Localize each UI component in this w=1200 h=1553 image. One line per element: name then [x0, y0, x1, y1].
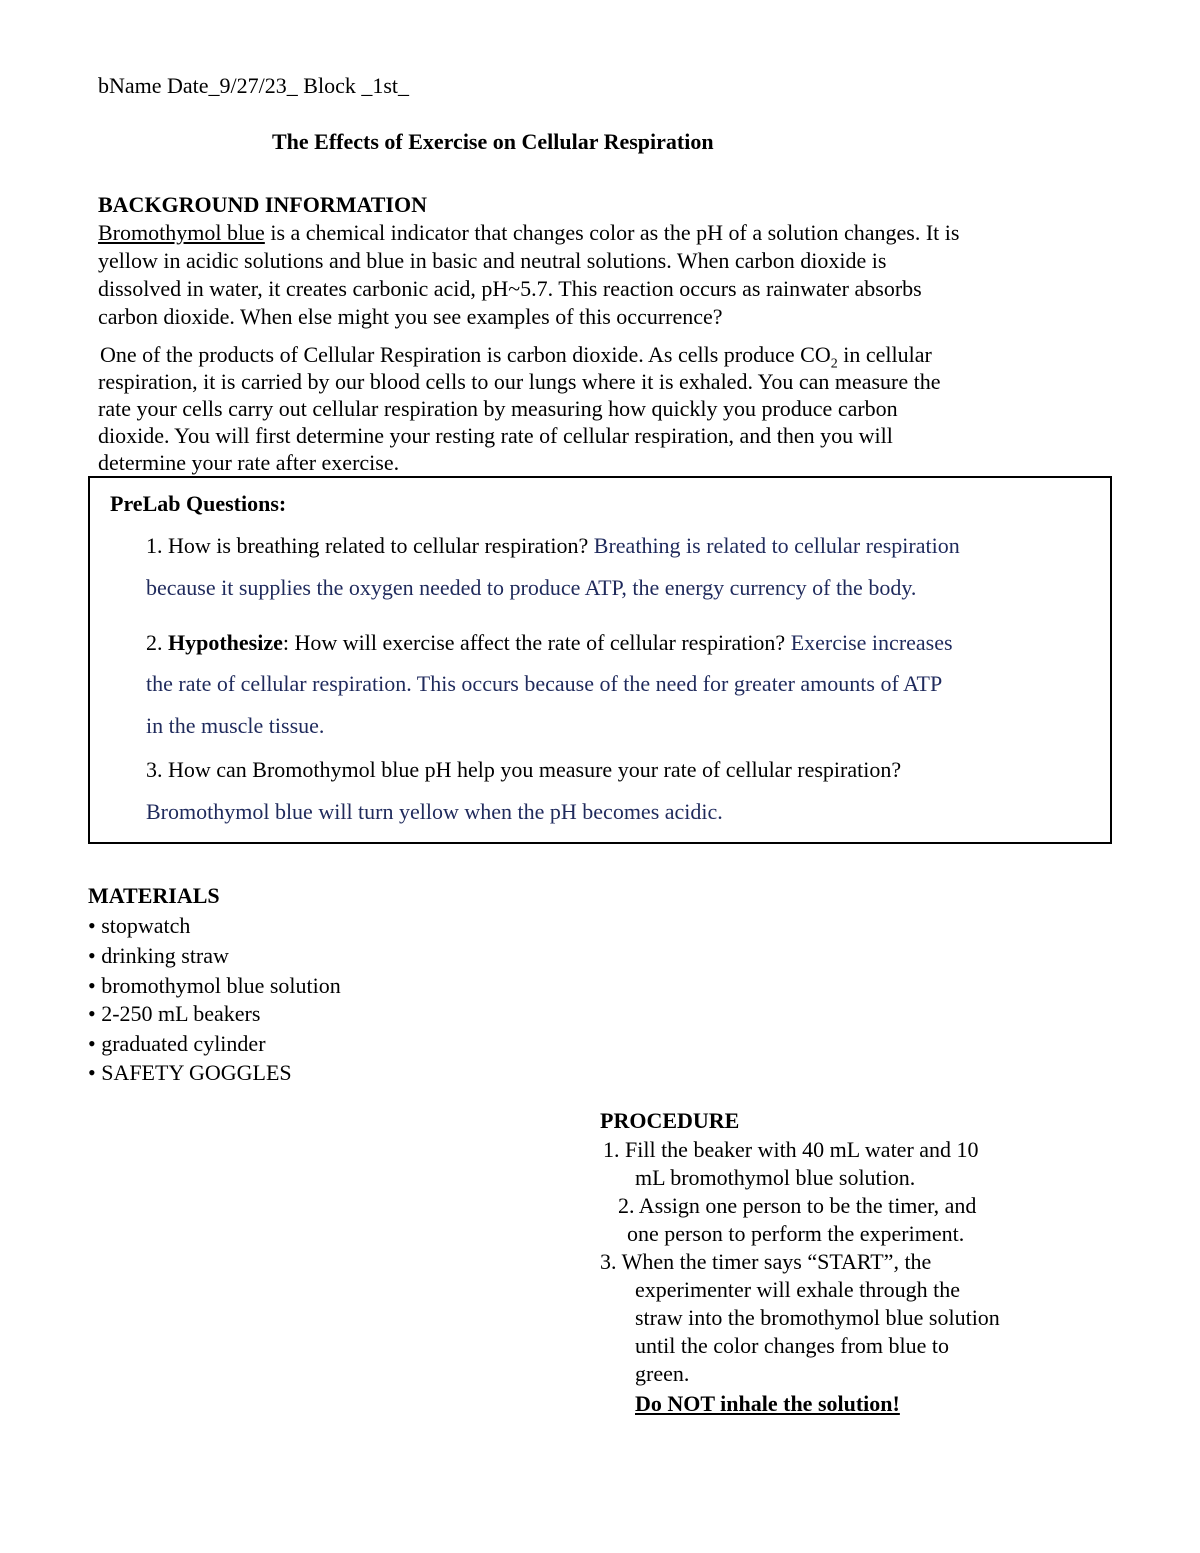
procedure-warning: Do NOT inhale the solution! [635, 1391, 900, 1416]
procedure-step1-line2: mL bromothymol blue solution. [635, 1165, 916, 1190]
background-heading: BACKGROUND INFORMATION [98, 192, 427, 217]
co2-subscript: 2 [830, 356, 838, 372]
background-p2-line5: determine your rate after exercise. [98, 450, 400, 475]
procedure-step2-line1: 2. Assign one person to be the timer, and [618, 1193, 977, 1218]
procedure-heading: PROCEDURE [600, 1108, 740, 1133]
procedure-step3-line5: green. [635, 1361, 690, 1386]
procedure-step3-line4: until the color changes from blue to [635, 1333, 950, 1358]
materials-heading: MATERIALS [88, 883, 220, 908]
prelab-q3-answer: Bromothymol blue will turn yellow when the pH becomes acidic. [146, 799, 723, 824]
prelab-q1-answer-line2: because it supplies the oxygen needed to produce ATP, the energy currency of the body. [146, 575, 917, 600]
background-p1-line4: carbon dioxide. When else might you see examples of this occurrence? [98, 304, 723, 329]
background-p2-line2: respiration, it is carried by our blood cells to our lungs where it is exhaled. You can measure the [98, 369, 941, 394]
prelab-q1-question: 1. How is breathing related to cellular respiration? [146, 533, 589, 558]
procedure-step3-line2: experimenter will exhale through the [635, 1277, 960, 1302]
prelab-q2-answer-part1: Exercise increases [785, 630, 953, 655]
background-p2-line1b: in cellular [837, 342, 932, 367]
prelab-q1-answer-part1: Breathing is related to cellular respiration [588, 533, 960, 558]
background-p1-line2: yellow in acidic solutions and blue in basic and neutral solutions. When carbon dioxide is [98, 248, 887, 273]
materials-item: • stopwatch [88, 913, 191, 938]
materials-item: • 2-250 mL beakers [88, 1001, 261, 1026]
procedure-step3-line1: 3. When the timer says “START”, the [600, 1249, 932, 1274]
materials-item: • drinking straw [88, 943, 229, 968]
materials-item: • SAFETY GOGGLES [88, 1060, 292, 1085]
background-p1-line1-text: is a chemical indicator that changes color as the pH of a solution changes. It is [264, 220, 960, 245]
background-p1-line3: dissolved in water, it creates carbonic acid, pH~5.7. This reaction occurs as rainwater absorbs [98, 276, 922, 301]
procedure-step1-line1: 1. Fill the beaker with 40 mL water and 10 [603, 1137, 979, 1162]
background-p2-line1a: One of the products of Cellular Respiration is carbon dioxide. As cells produce CO [100, 342, 831, 367]
prelab-q2-answer-line3: in the muscle tissue. [146, 713, 325, 738]
page-title: The Effects of Exercise on Cellular Respiration [272, 129, 714, 154]
background-p2-line4: dioxide. You will first determine your resting rate of cellular respiration, and then you will [98, 423, 893, 448]
prelab-q2-hypothesize: Hypothesize [168, 630, 283, 655]
prelab-q2-answer-line2: the rate of cellular respiration. This occurs because of the need for greater amounts of ATP [146, 671, 943, 696]
prelab-q1 [146, 532, 960, 560]
materials-item: • graduated cylinder [88, 1031, 266, 1056]
bromothymol-term: Bromothymol blue [98, 220, 265, 245]
procedure-step3-line3: straw into the bromothymol blue solution [635, 1305, 1000, 1330]
materials-item: • bromothymol blue solution [88, 973, 341, 998]
background-p2-line3: rate your cells carry out cellular respiration by measuring how quickly you produce carbon [98, 396, 898, 421]
header-line: bName Date_9/27/23_ Block _1st_ [98, 73, 410, 98]
background-p1-line1 [98, 219, 959, 247]
prelab-q3-question: 3. How can Bromothymol blue pH help you measure your rate of cellular respiration? [146, 757, 902, 782]
procedure-step2-line2: one person to perform the experiment. [627, 1221, 965, 1246]
prelab-heading: PreLab Questions: [110, 491, 287, 516]
prelab-q2 [146, 629, 953, 657]
prelab-q2-question: : How will exercise affect the rate of cellular respiration? [282, 630, 786, 655]
prelab-q2-number: 2. [146, 630, 168, 655]
